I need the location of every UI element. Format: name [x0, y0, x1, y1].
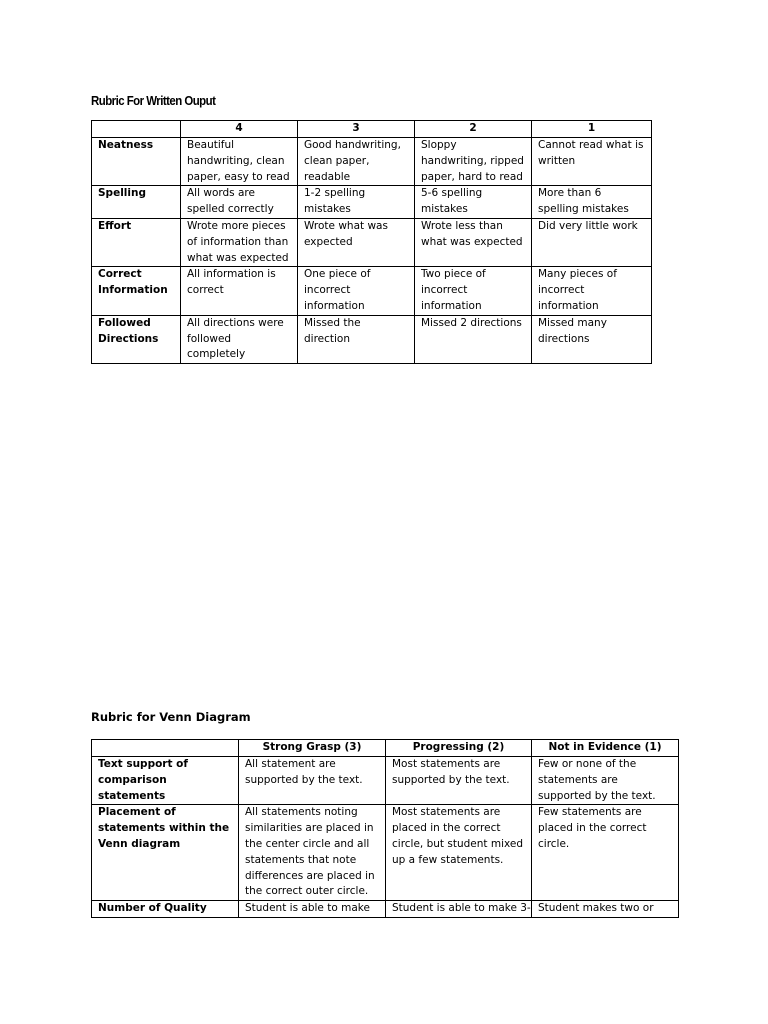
table-cell: More than 6 spelling mistakes [532, 186, 652, 219]
venn-rubric-table [91, 739, 679, 918]
table-cell: Student is able to make [239, 901, 386, 918]
column-header: 2 [415, 121, 532, 138]
table-cell: Missed many directions [532, 315, 652, 363]
column-header: Strong Grasp (3) [239, 740, 386, 757]
table-cell: Student makes two or [532, 901, 679, 918]
row-criterion: Effort [92, 218, 181, 266]
column-header: Progressing (2) [386, 740, 532, 757]
table-cell: 5-6 spelling mistakes [415, 186, 532, 219]
row-criterion: Text support of comparison statements [92, 757, 239, 805]
written-rubric-table [91, 120, 652, 364]
table-cell: Did very little work [532, 218, 652, 266]
table-cell: Wrote less than what was expected [415, 218, 532, 266]
table-cell: All information is correct [181, 267, 298, 315]
table-row [92, 138, 652, 186]
venn-rubric-title: Rubric for Venn Diagram [91, 710, 251, 724]
table-cell: Few statements are placed in the correct circle. [532, 805, 679, 901]
column-header: 1 [532, 121, 652, 138]
table-header-row [92, 740, 679, 757]
table-cell: Cannot read what is written [532, 138, 652, 186]
table-cell: Most statements are placed in the correct circle, but student mixed up a few statements. [386, 805, 532, 901]
table-row [92, 901, 679, 918]
column-header: Not in Evidence (1) [532, 740, 679, 757]
table-cell: Many pieces of incorrect information [532, 267, 652, 315]
row-criterion: Number of Quality [92, 901, 239, 918]
column-header: 4 [181, 121, 298, 138]
table-cell: All statements noting similarities are placed in the center circle and all statements that note differences are placed in the correct outer circle. [239, 805, 386, 901]
table-cell: Wrote what was expected [298, 218, 415, 266]
row-criterion: Followed Directions [92, 315, 181, 363]
table-header-row [92, 121, 652, 138]
column-header: 3 [298, 121, 415, 138]
row-criterion: Spelling [92, 186, 181, 219]
table-row [92, 805, 679, 901]
row-criterion: Neatness [92, 138, 181, 186]
table-cell: Few or none of the statements are supported by the text. [532, 757, 679, 805]
table-cell: All directions were followed completely [181, 315, 298, 363]
table-cell: Good handwriting, clean paper, readable [298, 138, 415, 186]
row-criterion: Correct Information [92, 267, 181, 315]
table-row [92, 218, 652, 266]
table-cell: Missed the direction [298, 315, 415, 363]
column-header [92, 740, 239, 757]
table-cell: Student is able to make 3- [386, 901, 532, 918]
table-row [92, 757, 679, 805]
table-cell: All words are spelled correctly [181, 186, 298, 219]
row-criterion: Placement of statements within the Venn diagram [92, 805, 239, 901]
table-cell: Most statements are supported by the text. [386, 757, 532, 805]
written-rubric-title: Rubric For Written Ouput [91, 93, 216, 108]
table-cell: Wrote more pieces of information than what was expected [181, 218, 298, 266]
column-header [92, 121, 181, 138]
table-cell: Sloppy handwriting, ripped paper, hard to read [415, 138, 532, 186]
table-row [92, 267, 652, 315]
table-row [92, 186, 652, 219]
table-cell: Beautiful handwriting, clean paper, easy to read [181, 138, 298, 186]
table-cell: All statement are supported by the text. [239, 757, 386, 805]
table-cell: 1-2 spelling mistakes [298, 186, 415, 219]
table-cell: Two piece of incorrect information [415, 267, 532, 315]
table-cell: One piece of incorrect information [298, 267, 415, 315]
table-row [92, 315, 652, 363]
table-cell: Missed 2 directions [415, 315, 532, 363]
